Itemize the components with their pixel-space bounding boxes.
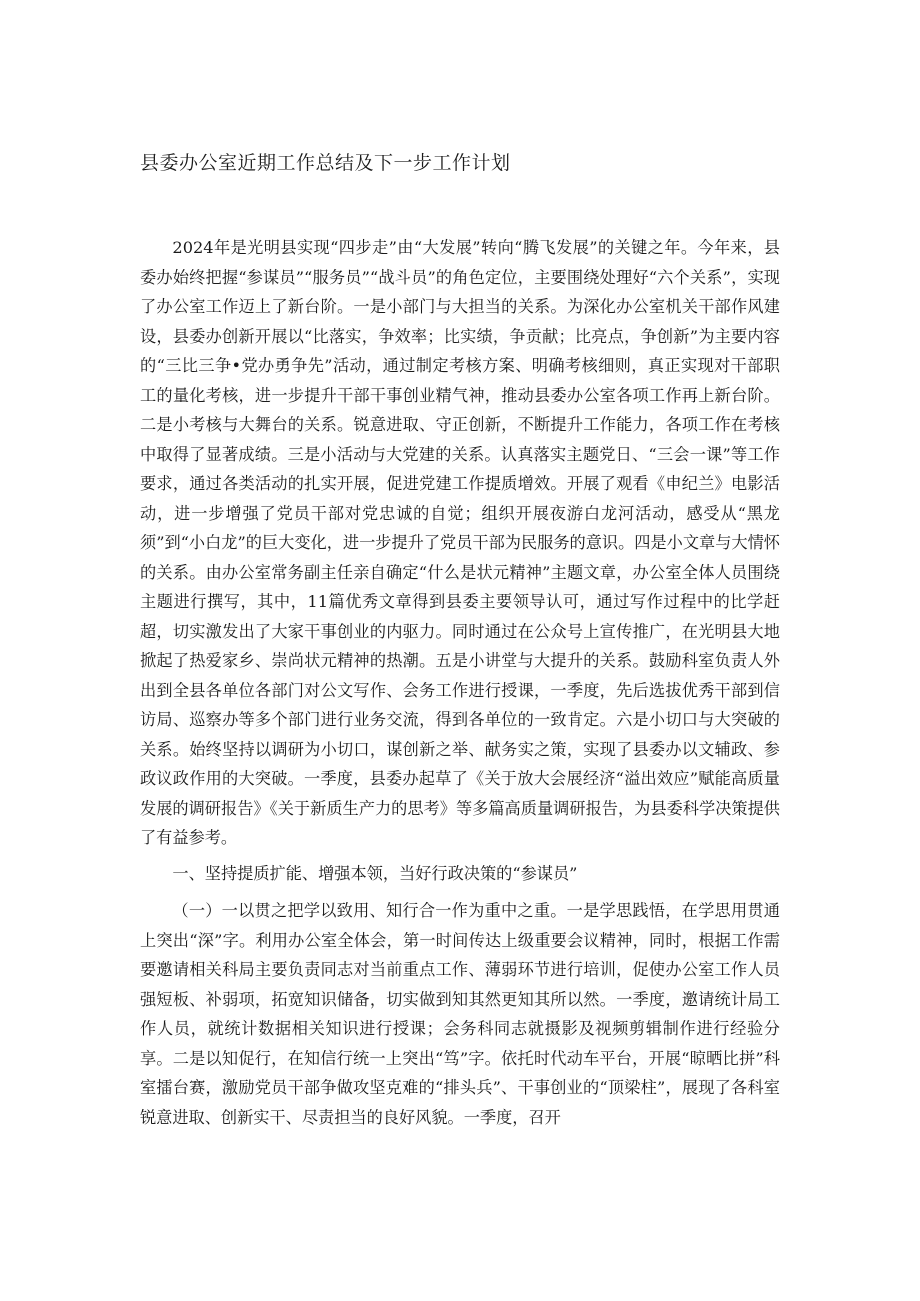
document-title: 县委办公室近期工作总结及下一步工作计划 <box>140 152 511 174</box>
intro-paragraph: 2024年是光明县实现“四步走”由“大发展”转向“腾飞发展”的关键之年。今年来，县委办始终把握“参谋员”“服务员”“战斗员”的角色定位，主要围绕处理好“六个关系”，实现了办公室工作迈上了新台阶。一是小部门与大担当的关系。为深化办公室机关干部作风建设，县委办创新开展以“比落实，争效率；比实绩，争贡献；比亮点，争创新”为主要内容的“三比三争•党办勇争先”活动，通过制定考核方案、明确考核细则，真正实现对干部职工的量化考核，进一步提升干部干事创业精气神，推动县委办公室各项工作再上新台阶。二是小考核与大舞台的关系。锐意进取、守正创新，不断提升工作能力，各项工作在考核中取得了显著成绩。三是小活动与大党建的关系。认真落实主题党日、“三会一课”等工作要求，通过各类活动的扎实开展，促进党建工作提质增效。开展了观看《申纪兰》电影活动，进一步增强了党员干部对党忠诚的自觉；组织开展夜游白龙河活动，感受从“黑龙须”到“小白龙”的巨大变化，进一步提升了党员干部为民服务的意识。四是小文章与大情怀的关系。由办公室常务副主任亲自确定“什么是状元精神”主题文章，办公室全体人员围绕主题进行撰写，其中，11篇优秀文章得到县委主要领导认可，通过写作过程中的比学赶超，切实激发出了大家干事创业的内驱力。同时通过在公众号上宣传推广，在光明县大地掀起了热爱家乡、崇尚状元精神的热潮。五是小讲堂与大提升的关系。鼓励科室负责人外出到全县各单位各部门对公文写作、会务工作进行授课，一季度，先后选拔优秀干部到信访局、巡察办等多个部门进行业务交流，得到各单位的一致肯定。六是小切口与大突破的关系。始终坚持以调研为小切口，谋创新之举、献务实之策，实现了县委办以文辅政、参政议政作用的大突破。一季度，县委办起草了《关于放大会展经济“溢出效应”赋能高质量发展的调研报告》《关于新质生产力的思考》等多篇高质量调研报告，为县委科学决策提供了有益参考。 <box>140 238 780 847</box>
document-body <box>140 233 780 1132</box>
subsection-paragraph: （一）一以贯之把学以致用、知行合一作为重中之重。一是学思践悟，在学思用贯通上突出“深”字。利用办公室全体会，第一时间传达上级重要会议精神，同时，根据工作需要邀请相关科局主要负责同志对当前重点工作、薄弱环节进行培训，促使办公室工作人员强短板、补弱项，拓宽知识储备，切实做到知其然更知其所以然。一季度，邀请统计局工作人员，就统计数据相关知识进行授课；会务科同志就摄影及视频剪辑制作进行经验分享。二是以知促行，在知信行统一上突出“笃”字。依托时代动车平台，开展“晾晒比拼”科室擂台赛，激励党员干部争做攻坚克难的“排头兵”、干事创业的“顶梁柱”，展现了各科室锐意进取、创新实干、尽责担当的良好风貌。一季度，召开 <box>140 901 780 1127</box>
section-heading: 一、坚持提质扩能、增强本领，当好行政决策的“参谋员” <box>172 863 578 883</box>
